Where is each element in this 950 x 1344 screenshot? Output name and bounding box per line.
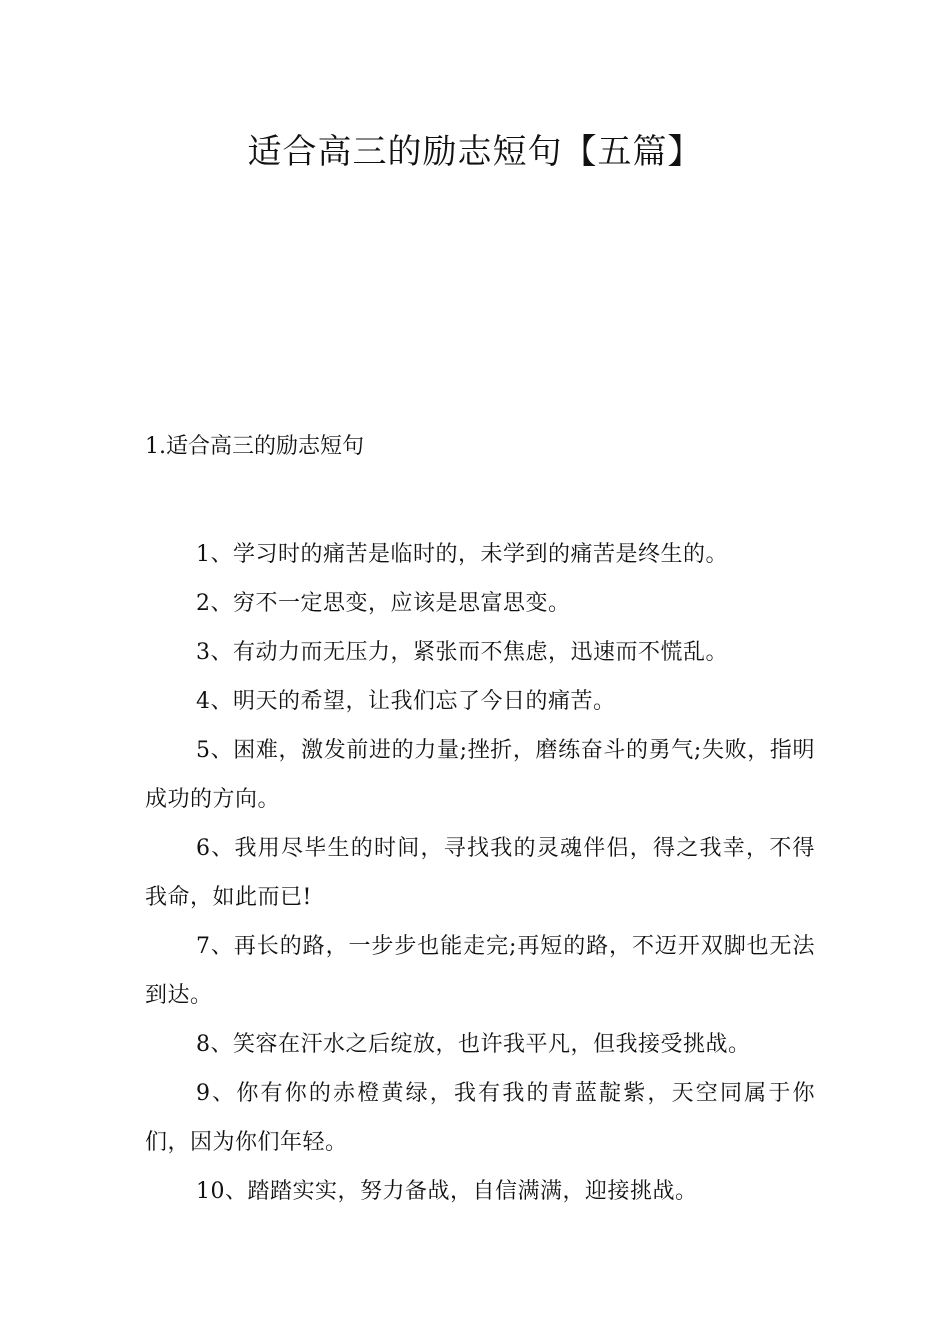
list-item: 3、有动力而无压力，紧张而不焦虑，迅速而不慌乱。 (196, 640, 728, 665)
list-item: 4、明天的希望，让我们忘了今日的痛苦。 (196, 689, 616, 714)
list-item: 2、穷不一定思变，应该是思富思变。 (196, 591, 571, 616)
list-item: 8、笑容在汗水之后绽放，也许我平凡，但我接受挑战。 (196, 1032, 751, 1057)
list-item: 5、困难，激发前进的力量;挫折，磨练奋斗的勇气;失败，指明成功的方向。 (145, 738, 815, 812)
section-heading: 1.适合高三的励志短句 (145, 434, 364, 459)
list-item: 9、你有你的赤橙黄绿，我有我的青蓝靛紫，天空同属于你们，因为你们年轻。 (145, 1081, 815, 1155)
page-title: 适合高三的励志短句【五篇】 (247, 132, 703, 172)
list-item: 1、学习时的痛苦是临时的，未学到的痛苦是终生的。 (196, 542, 728, 567)
list-item: 6、我用尽毕生的时间，寻找我的灵魂伴侣，得之我幸，不得我命，如此而已! (145, 836, 815, 910)
quote-list (145, 530, 815, 1216)
list-item: 10、踏踏实实，努力备战，自信满满，迎接挑战。 (196, 1179, 698, 1204)
list-item: 7、再长的路，一步步也能走完;再短的路，不迈开双脚也无法到达。 (145, 934, 815, 1008)
